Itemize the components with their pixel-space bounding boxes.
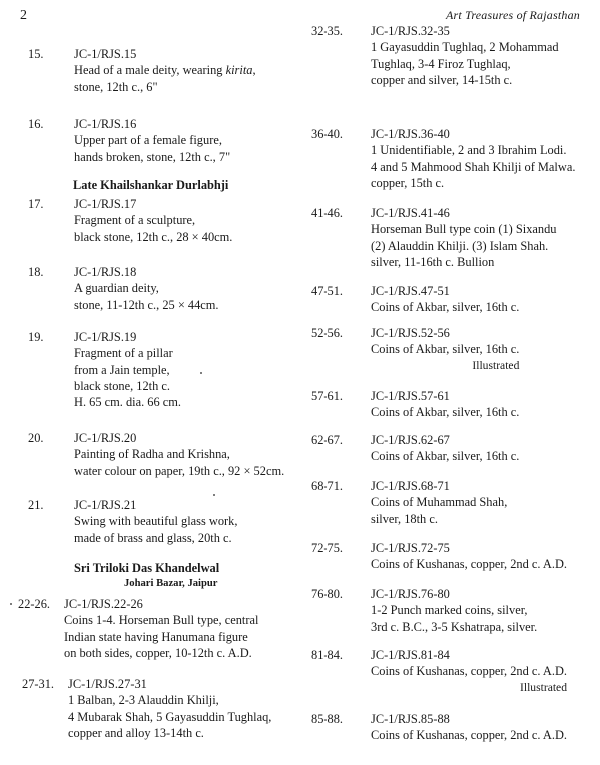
description-line: 1 Balban, 2-3 Alauddin Khilji, [68,693,219,708]
description-line: (2) Alauddin Khilji. (3) Islam Shah. [371,238,549,253]
description-line: H. 65 cm. dia. 66 cm. [74,395,182,410]
accession-number: JC-1/RJS.41-46 [371,206,450,220]
accession-number: JC-1/RJS.62-67 [371,433,450,447]
collector-heading: Late Khailshankar Durlabhji [73,178,229,192]
accession-number: JC-1/RJS.22-26 [64,597,143,611]
description-line: 1-2 Punch marked coins, silver, [371,603,528,618]
accession-number: JC-1/RJS.47-51 [371,284,450,298]
entry-number: 47-51. [311,284,344,298]
collector-heading: Sri Triloki Das Khandelwal [74,561,220,575]
page-number: 2 [20,8,27,23]
entry-description [74,196,232,245]
entry-number: 18. [28,265,44,279]
description-line: Coins of Akbar, silver, 16th c. [371,342,520,357]
accession-number: JC-1/RJS.32-35 [371,24,450,38]
description-line: water colour on paper, 19th c., 92 × 52cm. [74,463,285,478]
description-line: stone, 12th c., 6" [74,79,158,94]
description-line: hands broken, stone, 12th c., 7" [74,149,231,164]
entry-description [74,264,219,313]
accession-number: JC-1/RJS.19 [74,330,137,344]
entry-description [74,116,230,165]
entry-number: 20. [28,431,44,445]
entry-description [371,126,575,191]
accession-number: JC-1/RJS.15 [74,47,137,61]
description-line: 4 and 5 Mahmood Shah Khilji of Malwa. [371,159,576,174]
description-line: Coins of Akbar, silver, 16th c. [371,405,520,420]
description-line: copper and alloy 13-14th c. [68,725,204,740]
description-line: Coins of Kushanas, copper, 2nd c. A.D. [371,557,568,572]
entry-number: 15. [28,47,44,61]
accession-number: JC-1/RJS.16 [74,117,137,131]
accession-number: JC-1/RJS.21 [74,498,137,512]
entry-description [371,388,519,421]
entry-number: 32-35. [311,24,344,38]
description-line: 1 Gayasuddin Tughlaq, 2 Mohammad [371,40,559,55]
description-line: copper, 15th c. [371,175,445,190]
description-line: Coins of Akbar, silver, 16th c. [371,449,520,464]
entry-description [371,586,537,635]
description-line: Fragment of a pillar [74,346,173,361]
running-title: Art Treasures of Rajasthan [446,8,580,22]
entry-number: 41-46. [311,206,344,220]
entry-description [74,430,284,479]
description-line: Coins of Kushanas, copper, 2nd c. A.D. [371,728,568,743]
entry-number: 57-61. [311,389,344,403]
accession-number: JC-1/RJS.81-84 [371,648,450,662]
entry-description [371,711,567,744]
accession-number: JC-1/RJS.72-75 [371,541,450,555]
entry-number: 68-71. [311,479,344,493]
accession-number: JC-1/RJS.76-80 [371,587,450,601]
entry-description [371,205,556,270]
entry-description [371,432,519,465]
accession-number: JC-1/RJS.20 [74,431,137,445]
description-line: silver, 18th c. [371,511,438,526]
description-line: Head of a male deity, wearing kirita, [74,63,256,78]
description-line: Horseman Bull type coin (1) Sixandu [371,222,557,237]
entry-description [74,329,181,410]
entry-number: 76-80. [311,587,344,601]
print-speck [200,372,202,374]
collector-address: Johari Bazar, Jaipur [124,578,218,589]
description-line: Coins of Akbar, silver, 16th c. [371,300,520,315]
entry-description [371,23,559,88]
accession-number: JC-1/RJS.85-88 [371,712,450,726]
accession-number: JC-1/RJS.27-31 [68,677,147,691]
entry-number: 16. [28,117,44,131]
entry-number: 81-84. [311,648,344,662]
entry-description [371,283,519,316]
description-line: 4 Mubarak Shah, 5 Gayasuddin Tughlaq, [68,709,272,724]
print-speck [10,603,12,605]
accession-number: JC-1/RJS.52-56 [371,326,450,340]
description-line: Upper part of a female figure, [74,133,222,148]
accession-number: JC-1/RJS.17 [74,197,137,211]
description-line: Coins of Muhammad Shah, [371,495,508,510]
entry-number: 85-88. [311,712,344,726]
entry-number: 72-75. [311,541,344,555]
description-line: on both sides, copper, 10-12th c. A.D. [64,645,252,660]
description-line: black stone, 12th c. [74,378,171,393]
accession-number: JC-1/RJS.18 [74,265,137,279]
entry-description [371,540,567,573]
illustrated-note: Illustrated [472,358,520,372]
entry-description [64,596,258,661]
entry-description [371,325,519,374]
entry-description [371,478,507,527]
print-speck [213,494,215,496]
description-line: Coins of Kushanas, copper, 2nd c. A.D. [371,664,568,679]
illustrated-note: Illustrated [520,680,568,694]
description-line: made of brass and glass, 20th c. [74,530,232,545]
entry-number: 62-67. [311,433,344,447]
description-line: Swing with beautiful glass work, [74,514,238,529]
entry-number: 27-31. [22,677,55,691]
description-line: stone, 11-12th c., 25 × 44cm. [74,297,219,312]
accession-number: JC-1/RJS.36-40 [371,127,450,141]
description-line: silver, 11-16th c. Bullion [371,254,495,269]
entry-description [74,497,237,546]
entry-number: 52-56. [311,326,344,340]
description-line: from a Jain temple, [74,362,170,377]
description-line: Fragment of a sculpture, [74,213,196,228]
description-line: copper and silver, 14-15th c. [371,72,513,87]
accession-number: JC-1/RJS.57-61 [371,389,450,403]
description-line: 1 Unidentifiable, 2 and 3 Ibrahim Lodi. [371,143,567,158]
entry-description [74,46,256,95]
description-line: black stone, 12th c., 28 × 40cm. [74,229,233,244]
entry-number: 17. [28,197,44,211]
description-line: 3rd c. B.C., 3-5 Kshatrapa, silver. [371,619,538,634]
description-line: A guardian deity, [74,281,159,296]
description-line: Coins 1-4. Horseman Bull type, central [64,613,259,628]
entry-number: 21. [28,498,44,512]
description-line: Tughlaq, 3-4 Firoz Tughlaq, [371,56,511,71]
entry-description [68,676,271,741]
description-line: Indian state having Hanumana figure [64,629,248,644]
entry-number: 19. [28,330,44,344]
accession-number: JC-1/RJS.68-71 [371,479,450,493]
entry-number: 36-40. [311,127,344,141]
entry-number: 22-26. [18,597,51,611]
entry-description [371,647,567,696]
description-line: Painting of Radha and Krishna, [74,447,230,462]
